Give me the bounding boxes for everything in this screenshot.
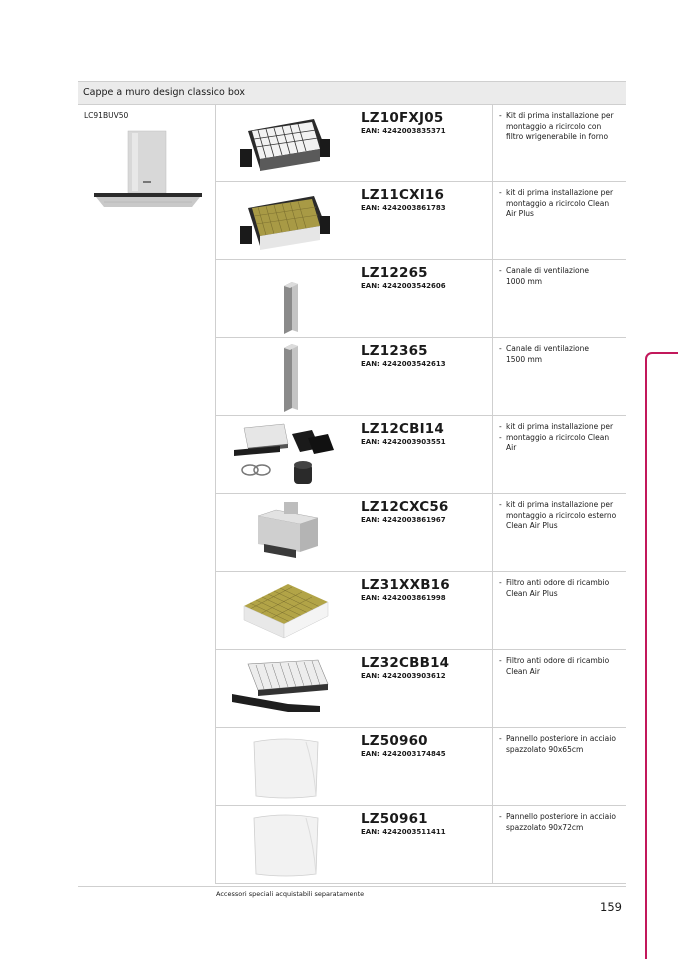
description-line: montaggio a ricircolo Clean <box>506 198 610 208</box>
accessory-code: LZ12CXC56 <box>361 499 449 515</box>
accessory-code: LZ50960 <box>361 733 428 749</box>
description-line: - Pannello posteriore in acciaio <box>499 734 616 743</box>
description-line: spazzolato 90x72cm <box>506 822 584 832</box>
description-line: - kit di prima installazione per <box>499 422 614 431</box>
accessory-row <box>216 260 626 338</box>
footnote: Accessori speciali acquistabili separatamente <box>216 890 365 898</box>
accessory-code-cell <box>359 806 493 883</box>
accessory-image-cell <box>216 806 359 883</box>
accessory-image-cell <box>216 572 359 649</box>
external-recirculation-kit-image <box>236 498 336 568</box>
description-line: 1500 mm <box>506 354 543 364</box>
catalog-table <box>78 81 626 884</box>
accessory-image-cell <box>216 260 359 337</box>
description-line: - Canale di ventilazione <box>499 266 589 275</box>
accessory-image-cell <box>216 650 359 727</box>
accessory-ean: EAN: 4242003861783 <box>361 204 446 212</box>
description-line: Air Plus <box>506 209 534 218</box>
table-bottom-rule <box>78 886 626 887</box>
section-title: Cappe a muro design classico box <box>78 81 626 105</box>
accessory-description <box>493 182 626 259</box>
accessory-row <box>216 806 626 884</box>
catalog-body <box>78 105 626 884</box>
accessory-code-cell <box>359 105 493 181</box>
accessory-row <box>216 728 626 806</box>
accessory-row <box>216 416 626 494</box>
accessory-ean: EAN: 4242003511411 <box>361 828 446 836</box>
accessory-ean: EAN: 4242003903612 <box>361 672 446 680</box>
ventilation-duct-1500-image <box>236 342 336 412</box>
accessory-code-cell <box>359 182 493 259</box>
description-line: - kit di prima installazione per <box>499 500 614 509</box>
accessory-image-cell <box>216 182 359 259</box>
description-line: Clean Air Plus <box>506 521 558 530</box>
accessory-ean: EAN: 4242003835371 <box>361 127 446 135</box>
accessory-ean: EAN: 4242003861998 <box>361 594 446 602</box>
accessory-description <box>493 806 626 883</box>
accessory-code-cell <box>359 494 493 571</box>
accessory-row <box>216 338 626 416</box>
description-line: - Filtro anti odore di ricambio <box>499 656 610 665</box>
ventilation-duct-1000-image <box>236 264 336 334</box>
description-line: - montaggio a ricircolo Clean <box>499 432 610 442</box>
page-number: 159 <box>600 900 622 914</box>
description-line: - kit di prima installazione per <box>499 188 614 197</box>
accessory-row <box>216 650 626 728</box>
accessory-description <box>493 338 626 415</box>
accessory-image-cell <box>216 338 359 415</box>
accessory-code: LZ50961 <box>361 811 428 827</box>
clean-air-kit-image <box>228 420 338 490</box>
description-line: - Canale di ventilazione <box>499 344 589 353</box>
description-line: Clean Air <box>506 666 540 676</box>
page-edge-tab <box>645 352 678 959</box>
hood-product-image <box>92 129 204 213</box>
accessory-ean: EAN: 4242003542606 <box>361 282 446 290</box>
accessory-image-cell <box>216 494 359 571</box>
accessory-code: LZ10FXJ05 <box>361 110 444 126</box>
description-line: - Pannello posteriore in acciaio <box>499 812 616 821</box>
recirculation-kit-image <box>236 109 336 179</box>
clean-air-plus-kit-image <box>236 186 336 256</box>
back-panel-72-image <box>236 810 336 880</box>
accessory-code: LZ32CBB14 <box>361 655 450 671</box>
accessory-ean: EAN: 4242003861967 <box>361 516 446 524</box>
accessory-image-cell <box>216 105 359 181</box>
accessory-image-cell <box>216 416 359 493</box>
description-line: - Filtro anti odore di ricambio <box>499 578 610 587</box>
accessory-description <box>493 260 626 337</box>
description-line: Clean Air Plus <box>506 588 558 598</box>
accessory-code: LZ11CXI16 <box>361 187 445 203</box>
back-panel-65-image <box>236 732 336 802</box>
accessory-row <box>216 105 626 182</box>
odour-filter-plus-image <box>236 576 336 646</box>
description-line: filtro wrigenerabile in forno <box>506 132 609 141</box>
accessory-list <box>216 105 626 884</box>
accessory-description <box>493 416 626 493</box>
accessory-description <box>493 572 626 649</box>
description-line: - Kit di prima installazione per <box>499 111 614 120</box>
accessory-code: LZ12265 <box>361 265 428 281</box>
accessory-ean: EAN: 4242003174845 <box>361 750 446 758</box>
accessory-code-cell <box>359 416 493 493</box>
accessory-description <box>493 105 626 181</box>
accessory-code-cell <box>359 728 493 805</box>
description-line: montaggio a ricircolo esterno <box>506 510 617 520</box>
odour-filter-image <box>228 654 338 724</box>
hood-model-label: LC91BUV50 <box>84 111 129 120</box>
accessory-code: LZ12365 <box>361 343 428 359</box>
accessory-code-cell <box>359 572 493 649</box>
accessory-code-cell <box>359 260 493 337</box>
accessory-code-cell <box>359 650 493 727</box>
accessory-ean: EAN: 4242003903551 <box>361 438 446 446</box>
accessory-image-cell <box>216 728 359 805</box>
accessory-description <box>493 728 626 805</box>
accessory-code: LZ31XXB16 <box>361 577 450 593</box>
description-line: montaggio a ricircolo con <box>506 121 602 131</box>
description-line: 1000 mm <box>506 276 543 286</box>
accessory-description <box>493 650 626 727</box>
accessory-code: LZ12CBI14 <box>361 421 444 437</box>
accessory-description <box>493 494 626 571</box>
accessory-row <box>216 494 626 572</box>
accessory-code-cell <box>359 338 493 415</box>
hood-cell <box>78 105 216 884</box>
description-line: Air <box>506 443 517 452</box>
description-line: spazzolato 90x65cm <box>506 744 584 754</box>
accessory-row <box>216 572 626 650</box>
accessory-row <box>216 182 626 260</box>
accessory-ean: EAN: 4242003542613 <box>361 360 446 368</box>
